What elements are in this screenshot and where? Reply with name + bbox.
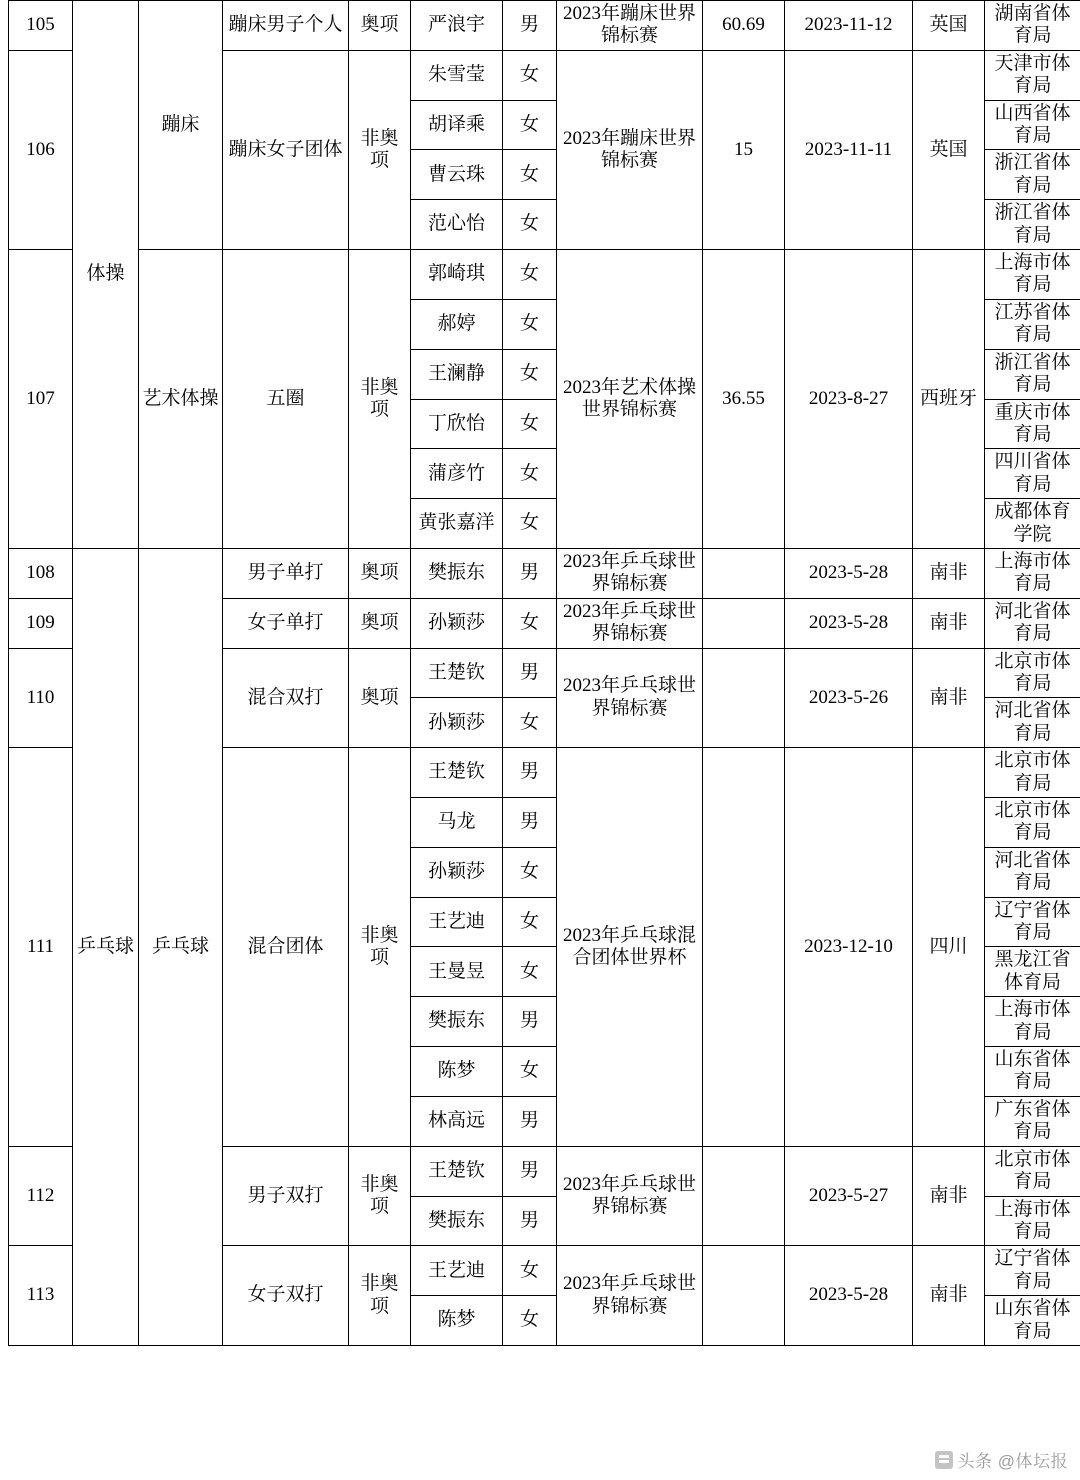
cell-competition: 2023年蹦床世界锦标赛 — [557, 50, 703, 249]
cell-sport: 体操 — [73, 1, 139, 549]
cell-unit: 辽宁省体育局 — [985, 1246, 1080, 1296]
cell-gender: 女 — [503, 1296, 557, 1346]
cell-olympic: 非奥项 — [349, 250, 411, 549]
cell-score — [703, 548, 785, 598]
cell-athlete-name: 朱雪莹 — [411, 50, 503, 100]
cell-athlete-name: 王楚钦 — [411, 648, 503, 698]
cell-competition: 2023年乒乓球混合团体世界杯 — [557, 748, 703, 1147]
cell-date: 2023-5-28 — [785, 598, 913, 648]
cell-athlete-name: 王艺迪 — [411, 897, 503, 947]
cell-score — [703, 648, 785, 748]
watermark-text: 头条 @体坛报 — [957, 1452, 1068, 1471]
cell-unit: 四川省体育局 — [985, 449, 1080, 499]
cell-score — [703, 1246, 785, 1346]
table-row-group — [9, 1, 1080, 1346]
cell-unit: 山西省体育局 — [985, 100, 1080, 150]
cell-score — [703, 1146, 785, 1246]
cell-score: 36.55 — [703, 250, 785, 549]
table-row — [9, 250, 1080, 300]
cell-athlete-name: 陈梦 — [411, 1047, 503, 1097]
cell-unit: 上海市体育局 — [985, 548, 1080, 598]
cell-athlete-name: 严浪宇 — [411, 1, 503, 51]
cell-score: 60.69 — [703, 1, 785, 51]
cell-num: 106 — [9, 50, 73, 249]
cell-date: 2023-11-11 — [785, 50, 913, 249]
cell-competition: 2023年艺术体操世界锦标赛 — [557, 250, 703, 549]
cell-gender: 女 — [503, 200, 557, 250]
cell-olympic: 奥项 — [349, 598, 411, 648]
cell-gender: 女 — [503, 897, 557, 947]
table-row — [9, 1, 1080, 51]
cell-athlete-name: 王楚钦 — [411, 1146, 503, 1196]
cell-place: 南非 — [913, 648, 985, 748]
cell-place: 南非 — [913, 598, 985, 648]
cell-place: 四川 — [913, 748, 985, 1147]
cell-gender: 男 — [503, 648, 557, 698]
cell-subsport: 乒乓球 — [139, 548, 223, 1345]
cell-unit: 江苏省体育局 — [985, 299, 1080, 349]
cell-competition: 2023年蹦床世界锦标赛 — [557, 1, 703, 51]
cell-date: 2023-11-12 — [785, 1, 913, 51]
cell-athlete-name: 王艺迪 — [411, 1246, 503, 1296]
cell-athlete-name: 丁欣怡 — [411, 399, 503, 449]
cell-gender: 女 — [503, 349, 557, 399]
cell-num: 111 — [9, 748, 73, 1147]
cell-athlete-name: 樊振东 — [411, 1196, 503, 1246]
cell-event: 蹦床女子团体 — [223, 50, 349, 249]
cell-event: 蹦床男子个人 — [223, 1, 349, 51]
cell-gender: 女 — [503, 1246, 557, 1296]
cell-athlete-name: 樊振东 — [411, 997, 503, 1047]
cell-unit: 北京市体育局 — [985, 648, 1080, 698]
cell-num: 113 — [9, 1246, 73, 1346]
cell-gender: 女 — [503, 150, 557, 200]
cell-unit: 浙江省体育局 — [985, 349, 1080, 399]
cell-competition: 2023年乒乓球世界锦标赛 — [557, 548, 703, 598]
cell-olympic: 奥项 — [349, 548, 411, 598]
cell-gender: 男 — [503, 1196, 557, 1246]
watermark — [935, 1447, 1068, 1472]
cell-num: 112 — [9, 1146, 73, 1246]
cell-gender: 女 — [503, 947, 557, 997]
cell-unit: 湖南省体育局 — [985, 1, 1080, 51]
cell-olympic: 非奥项 — [349, 1146, 411, 1246]
cell-place: 南非 — [913, 548, 985, 598]
cell-score: 15 — [703, 50, 785, 249]
cell-competition: 2023年乒乓球世界锦标赛 — [557, 648, 703, 748]
cell-num: 109 — [9, 598, 73, 648]
cell-subsport: 蹦床 — [139, 1, 223, 250]
cell-competition: 2023年乒乓球世界锦标赛 — [557, 598, 703, 648]
cell-athlete-name: 王曼昱 — [411, 947, 503, 997]
cell-place: 英国 — [913, 1, 985, 51]
cell-date: 2023-5-26 — [785, 648, 913, 748]
cell-gender: 女 — [503, 50, 557, 100]
cell-athlete-name: 孙颖莎 — [411, 598, 503, 648]
cell-event: 混合团体 — [223, 748, 349, 1147]
cell-unit: 北京市体育局 — [985, 748, 1080, 798]
cell-gender: 女 — [503, 1047, 557, 1097]
cell-date: 2023-5-27 — [785, 1146, 913, 1246]
cell-athlete-name: 范心怡 — [411, 200, 503, 250]
cell-athlete-name: 郝婷 — [411, 299, 503, 349]
cell-num: 110 — [9, 648, 73, 748]
cell-place: 英国 — [913, 50, 985, 249]
cell-date: 2023-12-10 — [785, 748, 913, 1147]
cell-athlete-name: 蒲彦竹 — [411, 449, 503, 499]
cell-unit: 黑龙江省体育局 — [985, 947, 1080, 997]
cell-gender: 女 — [503, 250, 557, 300]
cell-event: 男子双打 — [223, 1146, 349, 1246]
cell-unit: 辽宁省体育局 — [985, 897, 1080, 947]
cell-athlete-name: 曹云珠 — [411, 150, 503, 200]
cell-athlete-name: 郭崎琪 — [411, 250, 503, 300]
cell-unit: 山东省体育局 — [985, 1047, 1080, 1097]
cell-gender: 女 — [503, 698, 557, 748]
cell-date: 2023-8-27 — [785, 250, 913, 549]
cell-gender: 男 — [503, 548, 557, 598]
cell-event: 男子单打 — [223, 548, 349, 598]
cell-olympic: 非奥项 — [349, 748, 411, 1147]
cell-unit: 成都体育学院 — [985, 499, 1080, 549]
cell-athlete-name: 孙颖莎 — [411, 698, 503, 748]
cell-gender: 女 — [503, 299, 557, 349]
cell-place: 西班牙 — [913, 250, 985, 549]
cell-sport: 乒乓球 — [73, 548, 139, 1345]
cell-athlete-name: 陈梦 — [411, 1296, 503, 1346]
cell-unit: 河北省体育局 — [985, 698, 1080, 748]
cell-unit: 上海市体育局 — [985, 1196, 1080, 1246]
cell-gender: 男 — [503, 1146, 557, 1196]
cell-gender: 男 — [503, 1096, 557, 1146]
cell-score — [703, 748, 785, 1147]
cell-gender: 男 — [503, 1, 557, 51]
athlete-records-table — [8, 0, 1080, 1346]
cell-olympic: 奥项 — [349, 1, 411, 51]
cell-event: 女子单打 — [223, 598, 349, 648]
cell-subsport: 艺术体操 — [139, 250, 223, 549]
cell-athlete-name: 王澜静 — [411, 349, 503, 399]
cell-event: 混合双打 — [223, 648, 349, 748]
cell-competition: 2023年乒乓球世界锦标赛 — [557, 1246, 703, 1346]
cell-unit: 浙江省体育局 — [985, 200, 1080, 250]
cell-gender: 女 — [503, 598, 557, 648]
cell-unit: 重庆市体育局 — [985, 399, 1080, 449]
cell-unit: 山东省体育局 — [985, 1296, 1080, 1346]
cell-place: 南非 — [913, 1246, 985, 1346]
cell-unit: 河北省体育局 — [985, 847, 1080, 897]
cell-gender: 女 — [503, 100, 557, 150]
cell-gender: 男 — [503, 997, 557, 1047]
cell-athlete-name: 王楚钦 — [411, 748, 503, 798]
cell-gender: 女 — [503, 499, 557, 549]
cell-gender: 女 — [503, 449, 557, 499]
cell-athlete-name: 黄张嘉洋 — [411, 499, 503, 549]
cell-unit: 上海市体育局 — [985, 250, 1080, 300]
cell-num: 105 — [9, 1, 73, 51]
cell-event: 五圈 — [223, 250, 349, 549]
cell-num: 108 — [9, 548, 73, 598]
cell-score — [703, 598, 785, 648]
cell-gender: 女 — [503, 399, 557, 449]
cell-unit: 北京市体育局 — [985, 798, 1080, 848]
cell-event: 女子双打 — [223, 1246, 349, 1346]
cell-olympic: 非奥项 — [349, 50, 411, 249]
cell-competition: 2023年乒乓球世界锦标赛 — [557, 1146, 703, 1246]
cell-unit: 上海市体育局 — [985, 997, 1080, 1047]
cell-athlete-name: 马龙 — [411, 798, 503, 848]
cell-athlete-name: 孙颖莎 — [411, 847, 503, 897]
cell-gender: 男 — [503, 748, 557, 798]
cell-athlete-name: 樊振东 — [411, 548, 503, 598]
cell-place: 南非 — [913, 1146, 985, 1246]
cell-unit: 天津市体育局 — [985, 50, 1080, 100]
cell-olympic: 奥项 — [349, 648, 411, 748]
cell-unit: 北京市体育局 — [985, 1146, 1080, 1196]
table-row — [9, 548, 1080, 598]
cell-gender: 女 — [503, 847, 557, 897]
cell-athlete-name: 胡译乘 — [411, 100, 503, 150]
cell-date: 2023-5-28 — [785, 548, 913, 598]
cell-gender: 男 — [503, 798, 557, 848]
cell-unit: 河北省体育局 — [985, 598, 1080, 648]
cell-unit: 浙江省体育局 — [985, 150, 1080, 200]
cell-unit: 广东省体育局 — [985, 1096, 1080, 1146]
cell-date: 2023-5-28 — [785, 1246, 913, 1346]
cell-olympic: 非奥项 — [349, 1246, 411, 1346]
cell-num: 107 — [9, 250, 73, 549]
watermark-logo-icon — [935, 1451, 953, 1469]
cell-athlete-name: 林高远 — [411, 1096, 503, 1146]
